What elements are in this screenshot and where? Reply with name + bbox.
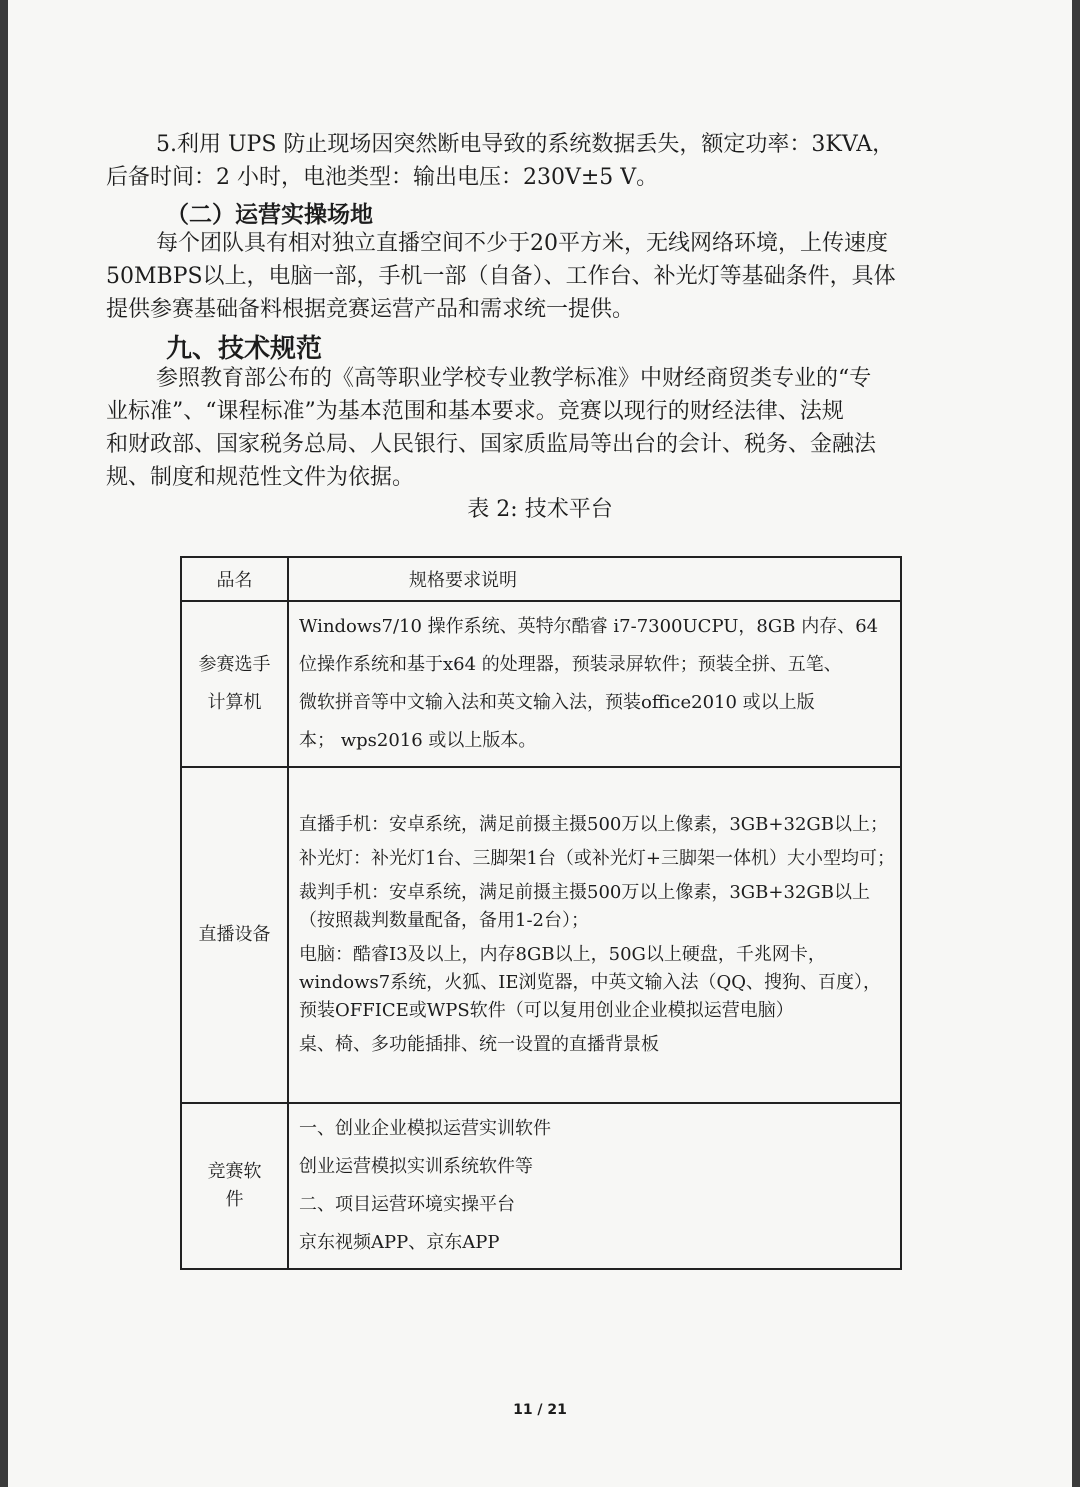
row-spec-cell: [288, 601, 901, 767]
spec-line: Windows7/10 操作系统、英特尔酷睿 i7-7300UCPU，8GB 内存、64: [299, 616, 879, 637]
row-spec-cell: [288, 767, 901, 1103]
sub-heading-venue: （二）运营实操场地: [166, 201, 373, 228]
page-number: 11 / 21: [513, 1402, 567, 1418]
document-page: [8, 0, 1072, 1487]
spec-item-referee-phone: 裁判手机：安卓系统，满足前摄主摄500万以上像素，3GB+32GB以上（按照裁判数量配备，备用1-2台）；: [299, 882, 871, 931]
table-row-contestant-computer: [181, 601, 901, 767]
venue-line-1: 每个团队具有相对独立直播空间不少于20平方米，无线网络环境，上传速度: [156, 231, 888, 256]
row-name-cell: [181, 1103, 288, 1269]
row-name-cell: [181, 601, 288, 767]
spec-line: 二、项目运营环境实操平台: [299, 1194, 515, 1215]
ups-paragraph: [106, 128, 986, 194]
spec-line: 本； wps2016 或以上版本。: [299, 730, 537, 751]
row-name-line: 竞赛软: [207, 1161, 262, 1182]
table-caption: 表 2: 技术平台: [467, 497, 613, 522]
standards-paragraph: [106, 362, 986, 494]
standards-line-3: 和财政部、国家税务总局、人民银行、国家质监局等出台的会计、税务、金融法: [106, 432, 877, 457]
standards-line-4: 规、制度和规范性文件为依据。: [106, 465, 415, 490]
venue-paragraph: [106, 227, 986, 326]
spec-item-fill-light: 补光灯：补光灯1台、三脚架1台（或补光灯+三脚架一体机）大小型均可；: [299, 848, 895, 869]
row-name-line: 参赛选手: [198, 654, 271, 675]
spec-item-furniture: 桌、椅、多功能插排、统一设置的直播背景板: [299, 1034, 659, 1055]
spec-item-live-phone: 直播手机：安卓系统，满足前摄主摄500万以上像素，3GB+32GB以上；: [299, 814, 889, 835]
venue-line-3: 提供参赛基础备料根据竞赛运营产品和需求统一提供。: [106, 297, 635, 322]
header-spec-description: 规格要求说明: [288, 557, 901, 601]
ups-line-1: 5.利用 UPS 防止现场因突然断电导致的系统数据丢失，额定功率：3KVA，: [156, 132, 895, 157]
venue-line-2: 50MBPS以上，电脑一部，手机一部（自备）、工作台、补光灯等基础条件，具体: [106, 264, 896, 289]
spec-line: 位操作系统和基于x64 的处理器，预装录屏软件；预装全拼、五笔、: [299, 654, 842, 675]
spec-line: 微软拼音等中文输入法和英文输入法，预装office2010 或以上版: [299, 692, 815, 713]
spec-item-computer: 电脑：酷睿I3及以上，内存8GB以上，50G以上硬盘，千兆网卡，windows7系统，火狐、IE浏览器，中英文输入法（QQ、搜狗、百度），预装OFFICE或WPS软件（可以复用创业企业模拟运营电脑）: [299, 944, 881, 1021]
standards-line-2: 业标准”、“课程标准”为基本范围和基本要求。竞赛以现行的财经法律、法规: [106, 399, 844, 424]
row-name-cell: [181, 767, 288, 1103]
table-row-live-equipment: [181, 767, 901, 1103]
tech-platform-table: [180, 556, 902, 1270]
row-name-line: 直播设备: [198, 924, 271, 945]
standards-line-1: 参照教育部公布的《高等职业学校专业教学标准》中财经商贸类专业的“专: [156, 366, 872, 391]
spec-line: 一、创业企业模拟运营实训软件: [299, 1118, 551, 1139]
spec-line: 京东视频APP、京东APP: [299, 1232, 500, 1253]
section-heading-tech-spec: 九、技术规范: [166, 334, 323, 364]
spec-line: 创业运营模拟实训系统软件等: [299, 1156, 533, 1177]
row-spec-cell: [288, 1103, 901, 1269]
ups-line-2: 后备时间：2 小时，电池类型：输出电压：230V±5 V。: [106, 165, 659, 190]
header-product-name: 品名: [181, 557, 288, 601]
table-row-competition-software: [181, 1103, 901, 1269]
row-name-line: 计算机: [207, 692, 262, 713]
row-name-line: 件: [225, 1189, 244, 1210]
table-header-row: [181, 557, 901, 601]
